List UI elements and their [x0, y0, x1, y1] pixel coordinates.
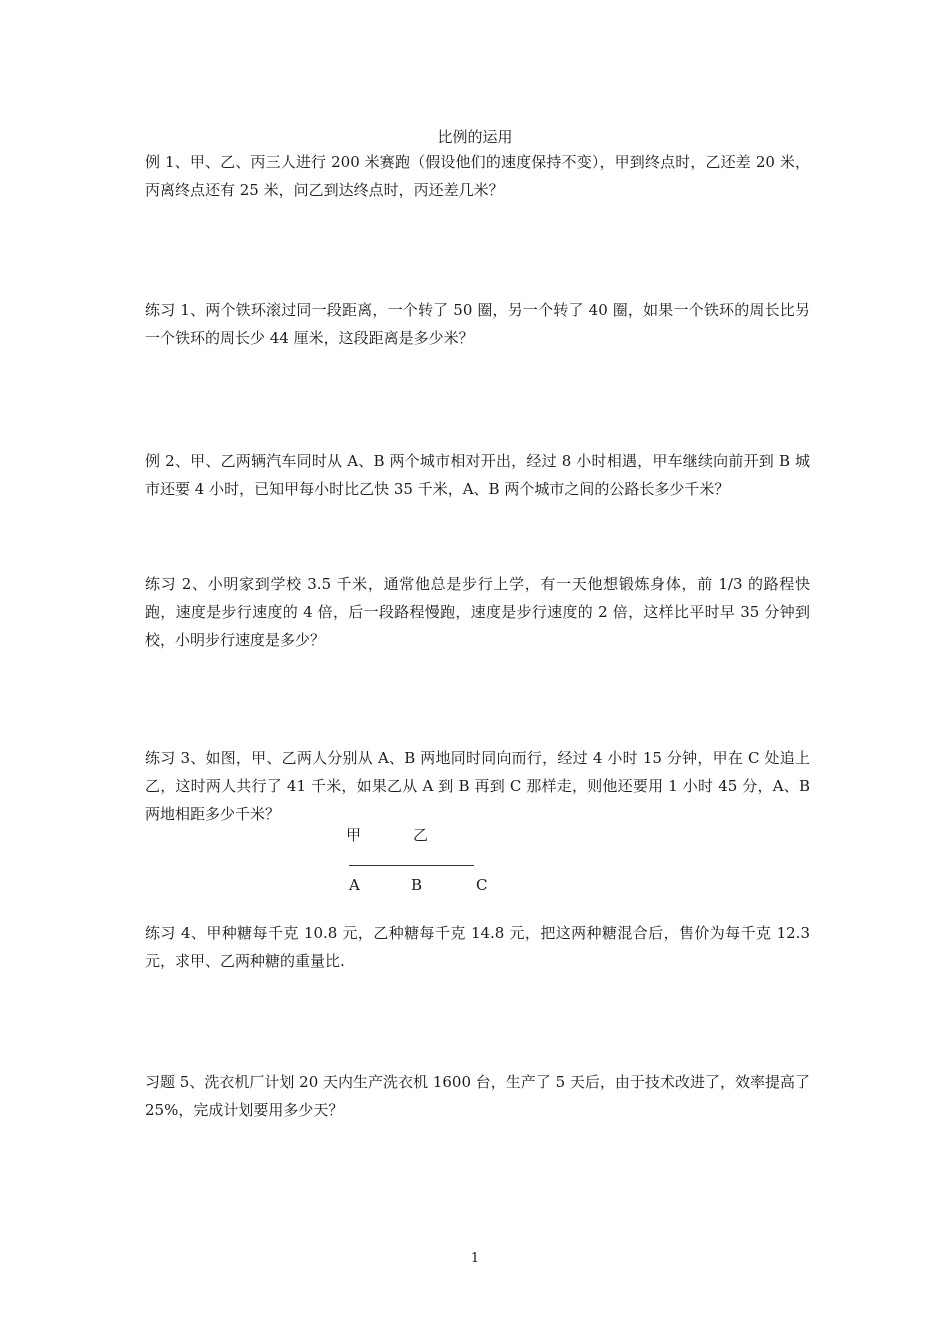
diagram-point-a: A [349, 876, 360, 894]
diagram-point-b: B [411, 876, 423, 894]
problem-example-2: 例 2、甲、乙两辆汽车同时从 A、B 两个城市相对开出，经过 8 小时相遇，甲车继续向前开到 B 城市还要 4 小时，已知甲每小时比乙快 35 千米，A、B 两个城市之间的公路长多少千米？ [145, 452, 810, 498]
problem-exercise-2: 练习 2、小明家到学校 3.5 千米，通常他总是步行上学，有一天他想锻炼身体，前 1/3 的路程快跑，速度是步行速度的 4 倍，后一段路程慢跑，速度是步行速度的 2 倍，这样比平时早 35 分钟到校，小明步行速度是多少？ [145, 575, 810, 649]
diagram-label-jia: 甲 [346, 826, 362, 844]
problem-example-1: 例 1、甲、乙、丙三人进行 200 米赛跑（假设他们的速度保持不变），甲到终点时，乙还差 20 米，丙离终点还有 25 米，问乙到达终点时，丙还差几米？ [145, 153, 810, 199]
diagram-point-c: C [476, 876, 488, 894]
route-line [349, 865, 474, 866]
problem-exercise-5: 习题 5、洗衣机厂计划 20 天内生产洗衣机 1600 台，生产了 5 天后，由于技术改进了，效率提高了 25%，完成计划要用多少天？ [145, 1073, 810, 1119]
page-number: 1 [470, 1251, 480, 1266]
problem-exercise-1: 练习 1、两个铁环滚过同一段距离，一个转了 50 圈，另一个转了 40 圈，如果一个铁环的周长比另一个铁环的周长少 44 厘米，这段距离是多少米？ [145, 301, 810, 347]
problem-exercise-4: 练习 4、甲种糖每千克 10.8 元，乙种糖每千克 14.8 元，把这两种糖混合后，售价为每千克 12.3 元，求甲、乙两种糖的重量比. [145, 924, 810, 970]
page-title: 比例的运用 [437, 128, 513, 146]
diagram-label-yi: 乙 [413, 826, 429, 844]
problem-exercise-3: 练习 3、如图，甲、乙两人分别从 A、B 两地同时同向而行，经过 4 小时 15 分钟，甲在 C 处追上乙，这时两人共行了 41 千米，如果乙从 A 到 B 再到 C 那样走，则他还要用 1 小时 45 分，A、B 两地相距多少千米？ [145, 749, 810, 823]
